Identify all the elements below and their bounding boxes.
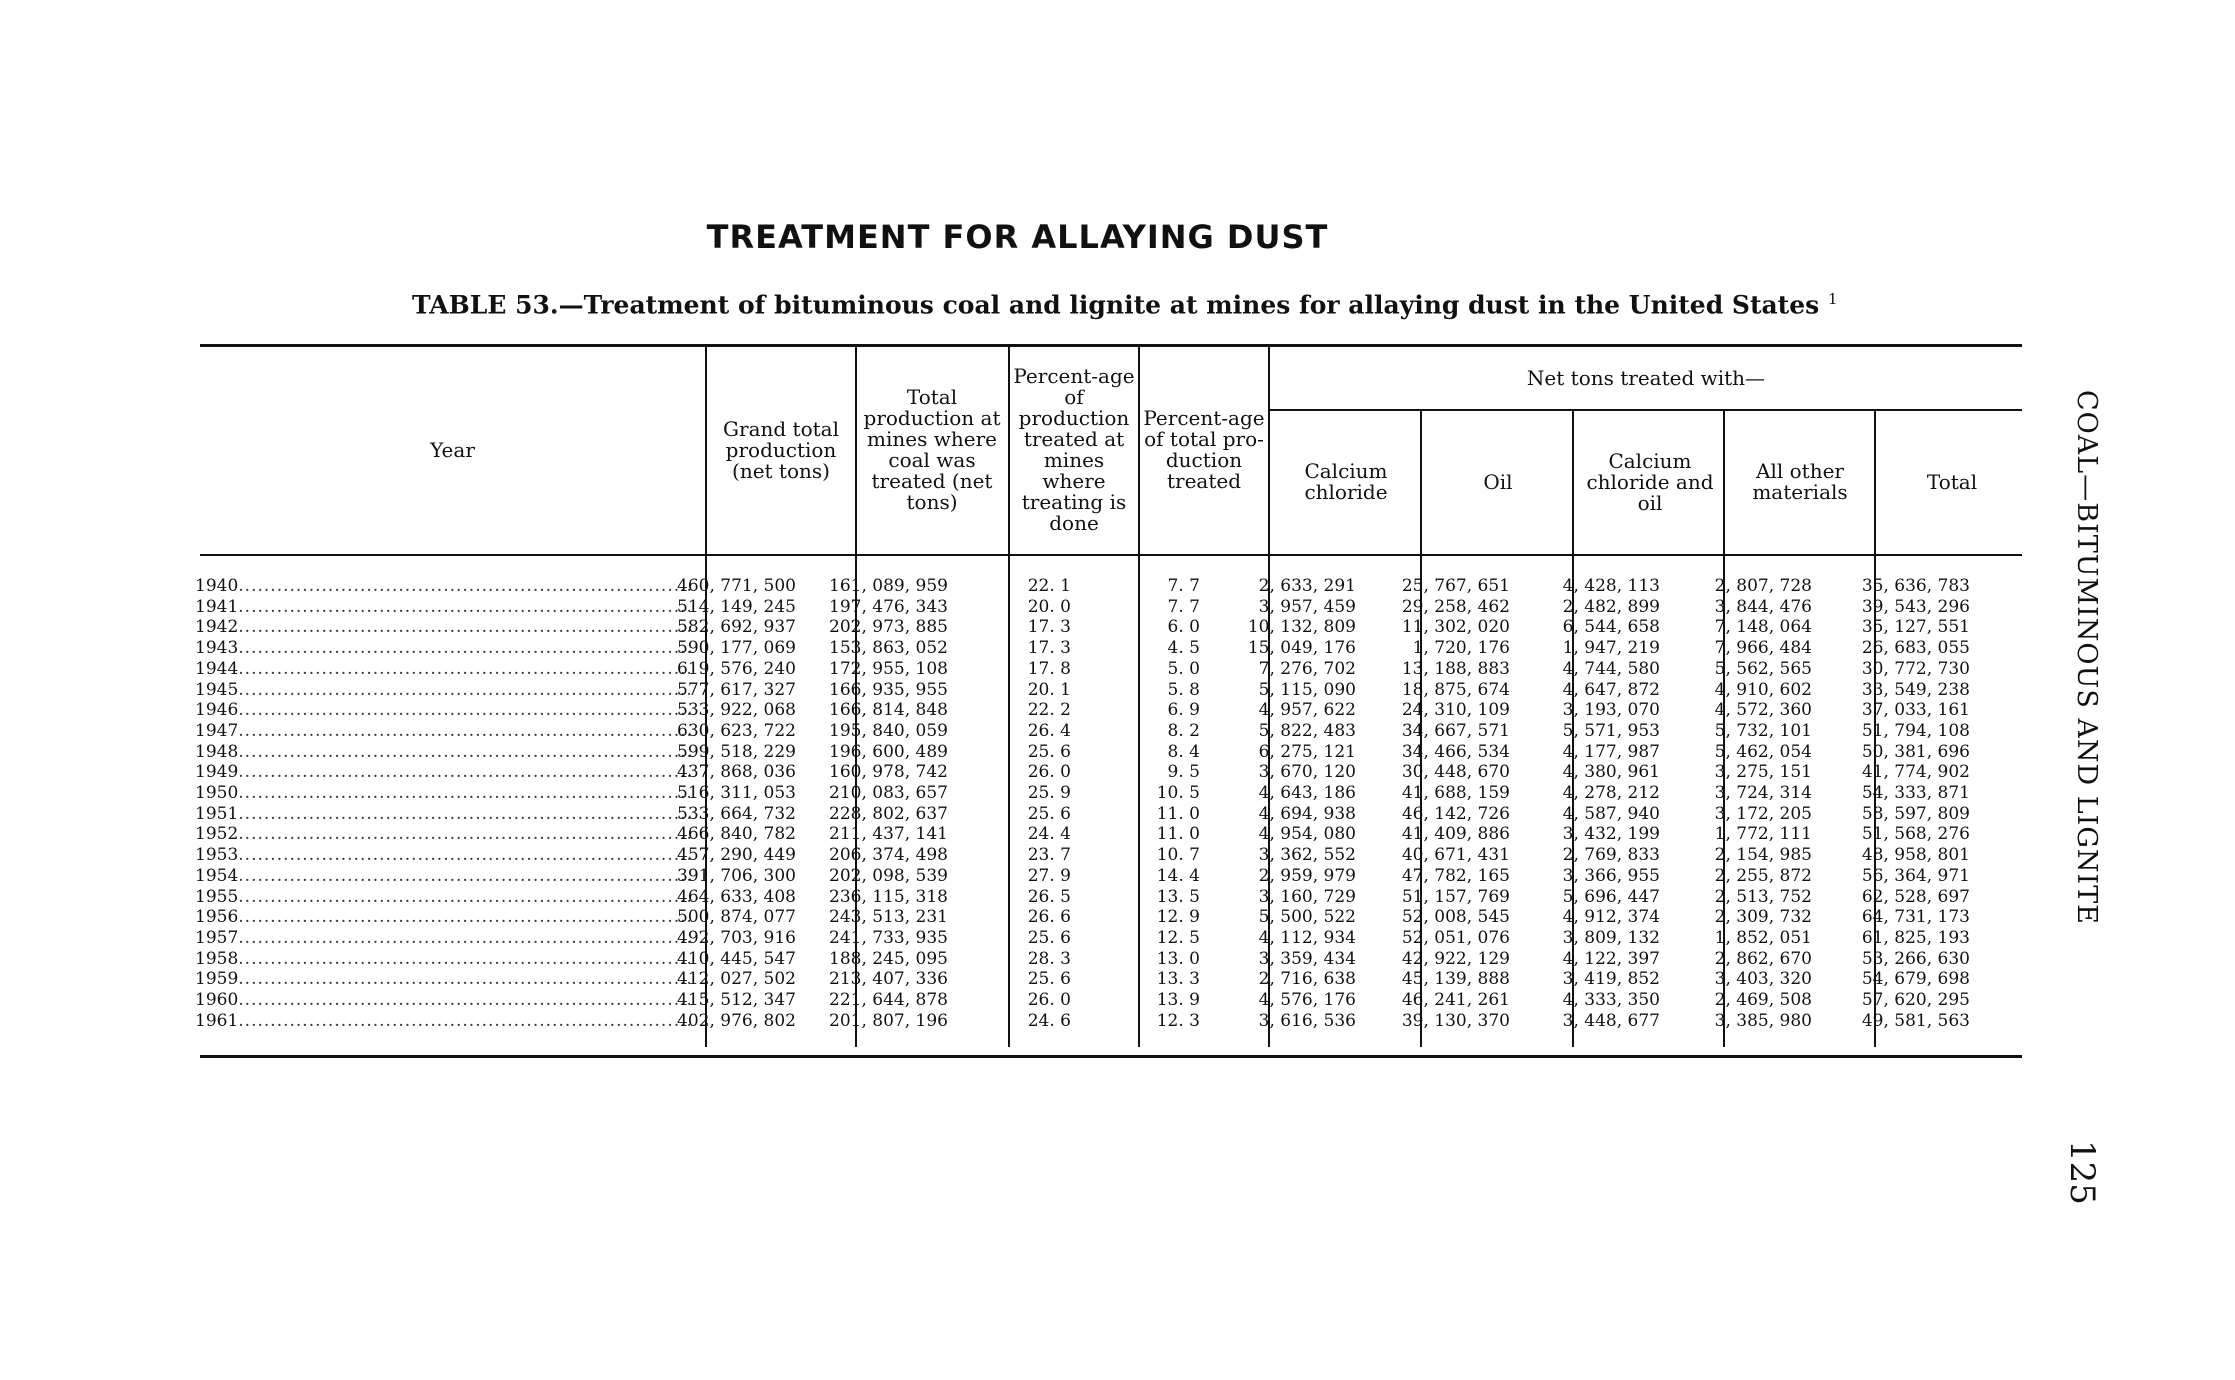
- cell-calcium-chloride-oil: 4, 122, 397: [1562, 948, 1660, 969]
- cell-calcium-chloride-oil: 3, 419, 852: [1562, 969, 1660, 990]
- table-row: [195, 700, 2025, 721]
- table-row: [195, 949, 2025, 970]
- cell-total: 30, 772, 730: [1861, 658, 1970, 679]
- table-bottom-rule: [200, 1055, 2022, 1058]
- cell-year: 1960 .....: [195, 990, 690, 1011]
- cell-all-other: 5, 562, 565: [1714, 658, 1812, 679]
- table-row: [195, 824, 2025, 845]
- cell-oil: 30, 448, 670: [1401, 762, 1510, 783]
- cell-calcium-chloride-oil: 3, 809, 132: [1562, 927, 1660, 948]
- cell-oil: 46, 142, 726: [1401, 803, 1510, 824]
- cell-pct-total: 13. 0: [1156, 948, 1200, 969]
- cell-all-other: 2, 513, 752: [1714, 886, 1812, 907]
- cell-total-treated: 221, 644, 878: [829, 990, 948, 1010]
- cell-calcium-chloride: 4, 576, 176: [1258, 990, 1356, 1010]
- table-row: [195, 680, 2025, 701]
- cell-calcium-chloride-oil: 1, 947, 219: [1562, 638, 1660, 659]
- cell-year: 1953 .....: [195, 845, 690, 866]
- cell-total: 51, 568, 276: [1861, 824, 1970, 845]
- cell-oil: 29, 258, 462: [1401, 596, 1510, 617]
- cell-year: 1942 .....: [195, 617, 690, 638]
- cell-total-treated: 206, 374, 498: [829, 845, 948, 866]
- table-row: [195, 576, 2025, 597]
- cell-calcium-chloride-oil: 4, 587, 940: [1562, 803, 1660, 824]
- cell-grand-total: 630, 623, 722: [677, 720, 796, 741]
- cell-total: 33, 549, 238: [1861, 679, 1970, 700]
- cell-oil: 45, 139, 888: [1401, 969, 1510, 990]
- table-row: [195, 617, 2025, 638]
- cell-pct-at-mines: 26. 5: [1027, 886, 1071, 907]
- cell-year: 1945 .....: [195, 680, 690, 701]
- cell-calcium-chloride-oil: 5, 696, 447: [1562, 886, 1660, 907]
- cell-all-other: 2, 807, 728: [1714, 576, 1812, 596]
- cell-oil: 11, 302, 020: [1401, 617, 1510, 638]
- cell-pct-total: 9. 5: [1167, 762, 1200, 783]
- column-header-calcium-chloride-oil: Calcium chloride and oil: [1586, 448, 1714, 515]
- column-header-total: Total: [1926, 469, 1978, 494]
- cell-year: 1947 .....: [195, 721, 690, 742]
- cell-all-other: 3, 275, 151: [1714, 762, 1812, 783]
- cell-pct-at-mines: 28. 3: [1027, 948, 1071, 969]
- cell-total-treated: 213, 407, 336: [829, 969, 948, 990]
- cell-grand-total: 415, 512, 347: [677, 990, 796, 1010]
- cell-total-treated: 166, 814, 848: [829, 700, 948, 721]
- cell-pct-at-mines: 26. 6: [1027, 907, 1071, 928]
- column-header-pct-at-mines: Percent-age of production treated at mines where treating is done: [1013, 364, 1135, 535]
- cell-total-treated: 166, 935, 955: [829, 679, 948, 700]
- cell-year: 1957 .....: [195, 928, 690, 949]
- cell-grand-total: 402, 976, 802: [677, 1010, 796, 1031]
- cell-calcium-chloride: 5, 500, 522: [1258, 907, 1356, 928]
- table-row: [195, 638, 2025, 659]
- cell-oil: 25, 767, 651: [1401, 576, 1510, 596]
- cell-all-other: 4, 572, 360: [1714, 700, 1812, 721]
- cell-calcium-chloride: 6, 275, 121: [1258, 741, 1356, 762]
- column-group-header: Net tons treated with—: [1526, 366, 1766, 390]
- cell-pct-total: 14. 4: [1156, 865, 1200, 886]
- cell-year: 1940 .....: [195, 576, 690, 597]
- cell-total-treated: 210, 083, 657: [829, 783, 948, 803]
- cell-total-treated: 197, 476, 343: [829, 596, 948, 617]
- cell-calcium-chloride-oil: 2, 769, 833: [1562, 845, 1660, 866]
- cell-calcium-chloride: 3, 616, 536: [1258, 1010, 1356, 1031]
- cell-total: 54, 333, 871: [1861, 783, 1970, 803]
- cell-calcium-chloride: 5, 115, 090: [1258, 679, 1356, 700]
- table-top-rule: [200, 344, 2022, 347]
- cell-oil: 24, 310, 109: [1401, 700, 1510, 721]
- cell-oil: 52, 051, 076: [1401, 927, 1510, 948]
- cell-pct-at-mines: 17. 3: [1027, 638, 1071, 659]
- cell-total: 62, 528, 697: [1861, 886, 1970, 907]
- cell-pct-total: 12. 5: [1156, 927, 1200, 948]
- cell-total-treated: 228, 802, 637: [829, 803, 948, 824]
- cell-pct-total: 8. 2: [1167, 720, 1200, 741]
- footnote-marker: 1: [1827, 290, 1838, 308]
- column-header-year: Year: [430, 437, 475, 462]
- cell-total: 41, 774, 902: [1861, 762, 1970, 783]
- cell-grand-total: 590, 177, 069: [677, 638, 796, 659]
- cell-grand-total: 464, 633, 408: [677, 886, 796, 907]
- cell-all-other: 3, 844, 476: [1714, 596, 1812, 617]
- cell-total: 39, 543, 296: [1861, 596, 1970, 617]
- cell-grand-total: 466, 840, 782: [677, 824, 796, 845]
- cell-oil: 34, 466, 534: [1401, 741, 1510, 762]
- cell-calcium-chloride: 2, 959, 979: [1258, 865, 1356, 886]
- cell-year: 1946 .....: [195, 700, 690, 721]
- cell-grand-total: 582, 692, 937: [677, 617, 796, 638]
- cell-calcium-chloride: 3, 160, 729: [1258, 886, 1356, 907]
- table-caption: [0, 290, 2235, 319]
- cell-pct-total: 5. 0: [1167, 658, 1200, 679]
- cell-year: 1949 .....: [195, 762, 690, 783]
- cell-all-other: 3, 724, 314: [1714, 783, 1812, 803]
- cell-all-other: 5, 462, 054: [1714, 741, 1812, 762]
- header-bottom-rule: [200, 554, 2022, 556]
- cell-pct-total: 5. 8: [1167, 679, 1200, 700]
- cell-calcium-chloride-oil: 2, 482, 899: [1562, 596, 1660, 617]
- cell-all-other: 2, 862, 670: [1714, 948, 1812, 969]
- cell-oil: 41, 409, 886: [1401, 824, 1510, 845]
- cell-all-other: 3, 172, 205: [1714, 803, 1812, 824]
- group-header-rule: [1270, 409, 2022, 411]
- cell-pct-total: 11. 0: [1156, 803, 1200, 824]
- cell-grand-total: 391, 706, 300: [677, 865, 796, 886]
- cell-calcium-chloride-oil: 3, 432, 199: [1562, 824, 1660, 845]
- cell-all-other: 7, 966, 484: [1714, 638, 1812, 659]
- cell-pct-total: 13. 5: [1156, 886, 1200, 907]
- cell-pct-at-mines: 24. 4: [1027, 824, 1071, 845]
- cell-total: 48, 958, 801: [1861, 845, 1970, 866]
- table-row: [195, 1011, 2025, 1032]
- cell-oil: 1, 720, 176: [1412, 638, 1510, 659]
- cell-pct-at-mines: 25. 6: [1027, 803, 1071, 824]
- cell-calcium-chloride: 7, 276, 702: [1258, 658, 1356, 679]
- cell-calcium-chloride: 3, 359, 434: [1258, 948, 1356, 969]
- cell-oil: 42, 922, 129: [1401, 948, 1510, 969]
- cell-calcium-chloride-oil: 5, 571, 953: [1562, 720, 1660, 741]
- column-header-calcium-chloride: Calcium chloride: [1304, 459, 1388, 504]
- cell-calcium-chloride-oil: 4, 428, 113: [1562, 576, 1660, 596]
- table-row: [195, 887, 2025, 908]
- cell-total: 50, 381, 696: [1861, 741, 1970, 762]
- cell-pct-at-mines: 26. 0: [1027, 762, 1071, 783]
- cell-calcium-chloride-oil: 4, 333, 350: [1562, 990, 1660, 1010]
- cell-year: 1941 .....: [195, 597, 690, 618]
- cell-year: 1959 .....: [195, 969, 690, 990]
- cell-total-treated: 160, 978, 742: [829, 762, 948, 783]
- cell-total-treated: 201, 807, 196: [829, 1010, 948, 1031]
- cell-grand-total: 457, 290, 449: [677, 845, 796, 866]
- cell-pct-at-mines: 17. 8: [1027, 658, 1071, 679]
- cell-pct-at-mines: 22. 2: [1027, 700, 1071, 721]
- cell-calcium-chloride: 4, 954, 080: [1258, 824, 1356, 845]
- cell-calcium-chloride: 4, 643, 186: [1258, 783, 1356, 803]
- cell-pct-at-mines: 24. 6: [1027, 1010, 1071, 1031]
- cell-pct-at-mines: 25. 6: [1027, 927, 1071, 948]
- cell-calcium-chloride-oil: 3, 366, 955: [1562, 865, 1660, 886]
- cell-all-other: 3, 403, 320: [1714, 969, 1812, 990]
- cell-grand-total: 492, 703, 916: [677, 927, 796, 948]
- table-row: [195, 928, 2025, 949]
- table-row: [195, 907, 2025, 928]
- cell-total: 61, 825, 193: [1861, 927, 1970, 948]
- cell-pct-at-mines: 25. 9: [1027, 783, 1071, 803]
- cell-calcium-chloride-oil: 6, 544, 658: [1562, 617, 1660, 638]
- cell-calcium-chloride: 4, 112, 934: [1258, 927, 1356, 948]
- cell-total: 26, 683, 055: [1861, 638, 1970, 659]
- cell-oil: 51, 157, 769: [1401, 886, 1510, 907]
- cell-oil: 41, 688, 159: [1401, 783, 1510, 803]
- cell-grand-total: 500, 874, 077: [677, 907, 796, 928]
- cell-calcium-chloride-oil: 3, 193, 070: [1562, 700, 1660, 721]
- cell-total-treated: 196, 600, 489: [829, 741, 948, 762]
- cell-pct-at-mines: 26. 4: [1027, 720, 1071, 741]
- table-row: [195, 742, 2025, 763]
- cell-year: 1955 .....: [195, 887, 690, 908]
- cell-pct-total: 7. 7: [1167, 596, 1200, 617]
- cell-grand-total: 410, 445, 547: [677, 948, 796, 969]
- cell-oil: 47, 782, 165: [1401, 865, 1510, 886]
- cell-calcium-chloride-oil: 3, 448, 677: [1562, 1010, 1660, 1031]
- cell-calcium-chloride: 4, 957, 622: [1258, 700, 1356, 721]
- cell-total-treated: 243, 513, 231: [829, 907, 948, 928]
- cell-all-other: 7, 148, 064: [1714, 617, 1812, 638]
- cell-year: 1952 .....: [195, 824, 690, 845]
- cell-total: 54, 679, 698: [1861, 969, 1970, 990]
- cell-total: 37, 033, 161: [1861, 700, 1970, 721]
- cell-calcium-chloride-oil: 4, 647, 872: [1562, 679, 1660, 700]
- cell-total: 57, 620, 295: [1861, 990, 1970, 1010]
- cell-pct-at-mines: 23. 7: [1027, 845, 1071, 866]
- column-header-all-other: All other materials: [1752, 459, 1848, 504]
- cell-calcium-chloride: 15, 049, 176: [1247, 638, 1356, 659]
- column-header-grand-total: Grand total production (net tons): [723, 416, 839, 483]
- cell-pct-total: 6. 0: [1167, 617, 1200, 638]
- cell-total: 51, 794, 108: [1861, 720, 1970, 741]
- cell-total: 35, 636, 783: [1861, 576, 1970, 596]
- cell-total-treated: 153, 863, 052: [829, 638, 948, 659]
- cell-pct-at-mines: 20. 0: [1027, 596, 1071, 617]
- page-number: 125: [2062, 1140, 2102, 1205]
- cell-year: 1943 .....: [195, 638, 690, 659]
- cell-total: 49, 581, 563: [1861, 1010, 1970, 1031]
- cell-pct-total: 12. 3: [1156, 1010, 1200, 1031]
- cell-calcium-chloride: 10, 132, 809: [1247, 617, 1356, 638]
- cell-pct-total: 10. 5: [1156, 783, 1200, 803]
- cell-grand-total: 437, 868, 036: [677, 762, 796, 783]
- column-header-total-treated: Total production at mines where coal was treated (net tons): [863, 385, 1001, 514]
- cell-pct-total: 12. 9: [1156, 907, 1200, 928]
- cell-oil: 39, 130, 370: [1401, 1010, 1510, 1031]
- section-heading: TREATMENT FOR ALLAYING DUST: [706, 218, 1329, 256]
- cell-all-other: 2, 309, 732: [1714, 907, 1812, 928]
- table-row: [195, 804, 2025, 825]
- table-row: [195, 659, 2025, 680]
- cell-total: 35, 127, 551: [1861, 617, 1970, 638]
- table-row: [195, 990, 2025, 1011]
- cell-calcium-chloride: 2, 716, 638: [1258, 969, 1356, 990]
- cell-year: 1950 .....: [195, 783, 690, 804]
- cell-oil: 18, 875, 674: [1401, 679, 1510, 700]
- cell-grand-total: 533, 922, 068: [677, 700, 796, 721]
- cell-year: 1956 .....: [195, 907, 690, 928]
- cell-pct-total: 4. 5: [1167, 638, 1200, 659]
- cell-pct-total: 13. 3: [1156, 969, 1200, 990]
- cell-calcium-chloride: 3, 957, 459: [1258, 596, 1356, 617]
- cell-grand-total: 412, 027, 502: [677, 969, 796, 990]
- cell-calcium-chloride-oil: 4, 380, 961: [1562, 762, 1660, 783]
- cell-year: 1954 .....: [195, 866, 690, 887]
- cell-pct-at-mines: 22. 1: [1027, 576, 1071, 596]
- column-header-oil: Oil: [1483, 469, 1513, 494]
- cell-pct-at-mines: 25. 6: [1027, 741, 1071, 762]
- cell-all-other: 4, 910, 602: [1714, 679, 1812, 700]
- cell-grand-total: 460, 771, 500: [677, 576, 796, 596]
- cell-year: 1961 .....: [195, 1011, 690, 1032]
- cell-year: 1958 .....: [195, 949, 690, 970]
- cell-oil: 13, 188, 883: [1401, 658, 1510, 679]
- cell-total: 56, 364, 971: [1861, 865, 1970, 886]
- table-row: [195, 845, 2025, 866]
- cell-grand-total: 619, 576, 240: [677, 658, 796, 679]
- cell-calcium-chloride: 4, 694, 938: [1258, 803, 1356, 824]
- cell-grand-total: 599, 518, 229: [677, 741, 796, 762]
- cell-total-treated: 172, 955, 108: [829, 658, 948, 679]
- cell-oil: 46, 241, 261: [1401, 990, 1510, 1010]
- cell-calcium-chloride-oil: 4, 278, 212: [1562, 783, 1660, 803]
- cell-oil: 52, 008, 545: [1401, 907, 1510, 928]
- table-row: [195, 762, 2025, 783]
- cell-total-treated: 236, 115, 318: [829, 886, 948, 907]
- cell-all-other: 2, 154, 985: [1714, 845, 1812, 866]
- cell-total-treated: 202, 973, 885: [829, 617, 948, 638]
- cell-all-other: 1, 772, 111: [1714, 824, 1812, 845]
- cell-total: 53, 266, 630: [1861, 948, 1970, 969]
- side-running-head: COAL—BITUMINOUS AND LIGNITE: [2071, 390, 2102, 925]
- cell-pct-at-mines: 27. 9: [1027, 865, 1071, 886]
- cell-calcium-chloride-oil: 4, 912, 374: [1562, 907, 1660, 928]
- cell-all-other: 3, 385, 980: [1714, 1010, 1812, 1031]
- cell-total: 58, 597, 809: [1861, 803, 1970, 824]
- cell-pct-at-mines: 25. 6: [1027, 969, 1071, 990]
- cell-total-treated: 161, 089, 959: [829, 576, 948, 596]
- cell-total-treated: 188, 245, 095: [829, 948, 948, 969]
- cell-total-treated: 195, 840, 059: [829, 720, 948, 741]
- cell-calcium-chloride-oil: 4, 744, 580: [1562, 658, 1660, 679]
- cell-all-other: 5, 732, 101: [1714, 720, 1812, 741]
- cell-grand-total: 533, 664, 732: [677, 803, 796, 824]
- cell-calcium-chloride: 3, 670, 120: [1258, 762, 1356, 783]
- table-row: [195, 721, 2025, 742]
- cell-pct-total: 11. 0: [1156, 824, 1200, 845]
- cell-year: 1948 .....: [195, 742, 690, 763]
- cell-pct-at-mines: 17. 3: [1027, 617, 1071, 638]
- cell-grand-total: 514, 149, 245: [677, 596, 796, 617]
- cell-pct-total: 7. 7: [1167, 576, 1200, 596]
- cell-calcium-chloride-oil: 4, 177, 987: [1562, 741, 1660, 762]
- cell-pct-at-mines: 26. 0: [1027, 990, 1071, 1010]
- cell-pct-total: 6. 9: [1167, 700, 1200, 721]
- cell-all-other: 1, 852, 051: [1714, 927, 1812, 948]
- cell-calcium-chloride: 5, 822, 483: [1258, 720, 1356, 741]
- cell-grand-total: 516, 311, 053: [677, 783, 796, 803]
- table-row: [195, 597, 2025, 618]
- cell-total-treated: 241, 733, 935: [829, 927, 948, 948]
- table-caption-text: TABLE 53.—Treatment of bituminous coal and lignite at mines for allaying dust in the United States: [412, 290, 1820, 320]
- cell-oil: 40, 671, 431: [1401, 845, 1510, 866]
- cell-year: 1944 .....: [195, 659, 690, 680]
- cell-pct-total: 8. 4: [1167, 741, 1200, 762]
- cell-pct-total: 13. 9: [1156, 990, 1200, 1010]
- cell-calcium-chloride: 2, 633, 291: [1258, 576, 1356, 596]
- cell-all-other: 2, 255, 872: [1714, 865, 1812, 886]
- table-row: [195, 866, 2025, 887]
- cell-calcium-chloride: 3, 362, 552: [1258, 845, 1356, 866]
- cell-pct-total: 10. 7: [1156, 845, 1200, 866]
- cell-total: 64, 731, 173: [1861, 907, 1970, 928]
- column-header-pct-total: Percent-age of total pro-duction treated: [1143, 406, 1265, 493]
- cell-all-other: 2, 469, 508: [1714, 990, 1812, 1010]
- table-row: [195, 783, 2025, 804]
- cell-grand-total: 577, 617, 327: [677, 679, 796, 700]
- cell-year: 1951 .....: [195, 804, 690, 825]
- cell-oil: 34, 667, 571: [1401, 720, 1510, 741]
- cell-total-treated: 202, 098, 539: [829, 865, 948, 886]
- cell-total-treated: 211, 437, 141: [829, 824, 948, 845]
- table-row: [195, 969, 2025, 990]
- cell-pct-at-mines: 20. 1: [1027, 679, 1071, 700]
